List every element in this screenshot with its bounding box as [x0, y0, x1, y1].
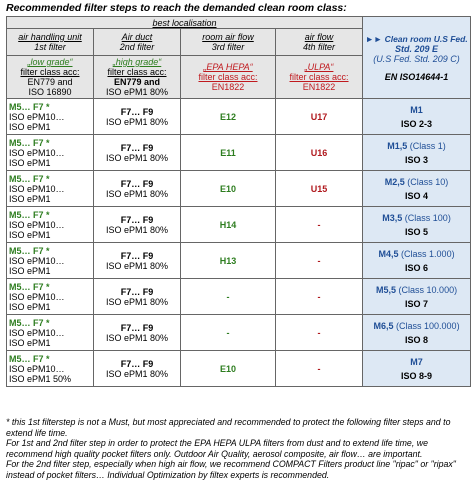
- fed-std-class: M3,5: [382, 212, 403, 223]
- fed-std-class-note: (Class 1): [409, 140, 446, 151]
- first-filter-cell: M5… F7 * ISO ePM10… ISO ePM1: [7, 171, 94, 207]
- iso-class: ISO 3: [405, 154, 429, 165]
- footnote-1: * this 1st filterstep is not a Must, but most appreciated and recommended to protect the following filter steps and to extend life time.: [6, 417, 451, 438]
- fourth-filter-cell: U16: [276, 135, 363, 171]
- class-header-4: „ULPA“ filter class acc: EN1822: [276, 56, 363, 99]
- column-header-1: air handling unit 1st filter: [7, 29, 94, 56]
- table-row: [7, 135, 471, 171]
- fed-std-class-note: (Class 100): [404, 212, 451, 223]
- column-header-4: air flow 4th filter: [276, 29, 363, 56]
- cleanroom-class-cell: [363, 99, 471, 135]
- second-filter-cell: F7… F9 ISO ePM1 80%: [94, 99, 181, 135]
- filter-table: [6, 16, 471, 387]
- fourth-filter-cell: -: [276, 279, 363, 315]
- fed-std-class-note: (Class 1.000): [401, 248, 455, 259]
- second-filter-cell: F7… F9 ISO ePM1 80%: [94, 315, 181, 351]
- third-filter-cell: H14: [181, 207, 276, 243]
- third-filter-cell: E11: [181, 135, 276, 171]
- class-header-1: „low grade“ filter class acc: EN779 and ISO 16890: [7, 56, 94, 99]
- column-header-2: Air duct 2nd filter: [94, 29, 181, 56]
- table-row: [7, 351, 471, 387]
- cleanroom-header-line1: ►► Clean room U.S Fed.: [365, 33, 468, 44]
- third-filter-cell: -: [181, 279, 276, 315]
- fed-std-class: M4,5: [378, 248, 399, 259]
- fed-std-class: M1,5: [387, 140, 408, 151]
- fed-std-class-note: (Class 10.000): [398, 284, 458, 295]
- second-filter-cell: F7… F9 ISO ePM1 80%: [94, 207, 181, 243]
- third-filter-cell: E12: [181, 99, 276, 135]
- fourth-filter-cell: -: [276, 315, 363, 351]
- cleanroom-class-cell: [363, 279, 471, 315]
- fourth-filter-cell: U15: [276, 171, 363, 207]
- iso-class: ISO 2-3: [401, 118, 433, 129]
- table-row: [7, 171, 471, 207]
- fed-std-class: M2,5: [384, 176, 405, 187]
- column-header-3: room air flow 3rd filter: [181, 29, 276, 56]
- cleanroom-class-cell: [363, 135, 471, 171]
- class-header-3: „EPA HEPA“ filter class acc: EN1822: [181, 56, 276, 99]
- iso-class: ISO 8: [405, 334, 429, 345]
- iso-class: ISO 4: [405, 190, 429, 201]
- table-row: [7, 315, 471, 351]
- table-row: [7, 207, 471, 243]
- class-header-2: „high grade“ filter class acc: EN779 and ISO ePM1 80%: [94, 56, 181, 99]
- fed-std-class: M5,5: [376, 284, 397, 295]
- first-filter-cell: M5… F7 * ISO ePM10… ISO ePM1: [7, 243, 94, 279]
- third-filter-cell: E10: [181, 351, 276, 387]
- page-title: Recommended filter steps to reach the demanded clean room class:: [6, 2, 347, 14]
- first-filter-cell: M5… F7 * ISO ePM10… ISO ePM1: [7, 315, 94, 351]
- table-row: [7, 243, 471, 279]
- iso-class: ISO 5: [405, 226, 429, 237]
- cleanroom-header-line3: (U.S Fed. Std. 209 C): [373, 53, 460, 64]
- third-filter-cell: E10: [181, 171, 276, 207]
- header-row-localisation: [7, 17, 471, 29]
- fed-std-class-note: (Class 10): [407, 176, 449, 187]
- first-filter-cell: M5… F7 * ISO ePM10… ISO ePM1 50%: [7, 351, 94, 387]
- second-filter-cell: F7… F9 ISO ePM1 80%: [94, 351, 181, 387]
- first-filter-cell: M5… F7 * ISO ePM10… ISO ePM1: [7, 135, 94, 171]
- fourth-filter-cell: -: [276, 243, 363, 279]
- cleanroom-class-cell: [363, 315, 471, 351]
- third-filter-cell: H13: [181, 243, 276, 279]
- fed-std-class: M1: [410, 104, 423, 115]
- cleanroom-class-cell: [363, 171, 471, 207]
- footnotes: [6, 417, 470, 481]
- third-filter-cell: -: [181, 315, 276, 351]
- cleanroom-header-iso: EN ISO14644-1: [384, 71, 449, 82]
- first-filter-cell: M5… F7 * ISO ePM10… ISO ePM1: [7, 99, 94, 135]
- table-row: [7, 99, 471, 135]
- fourth-filter-cell: U17: [276, 99, 363, 135]
- iso-class: ISO 7: [405, 298, 429, 309]
- cleanroom-header-line2: Std. 209 E: [395, 43, 439, 54]
- iso-class: ISO 8-9: [401, 370, 433, 381]
- second-filter-cell: F7… F9 ISO ePM1 80%: [94, 171, 181, 207]
- cleanroom-class-cell: [363, 207, 471, 243]
- fed-std-class: M6,5: [373, 320, 394, 331]
- second-filter-cell: F7… F9 ISO ePM1 80%: [94, 279, 181, 315]
- cleanroom-class-cell: [363, 351, 471, 387]
- cleanroom-header: [363, 17, 471, 99]
- second-filter-cell: F7… F9 ISO ePM1 80%: [94, 243, 181, 279]
- second-filter-cell: F7… F9 ISO ePM1 80%: [94, 135, 181, 171]
- fourth-filter-cell: -: [276, 351, 363, 387]
- fed-std-class: M7: [410, 356, 423, 367]
- footnote-2: For 1st and 2nd filter step in order to protect the EPA HEPA ULPA filters from dust and to extend life time, we recommend high quality pocket filters only. Outdoor Air Quality, aerosol composite, air flow… are important.: [6, 438, 428, 459]
- cleanroom-class-cell: [363, 243, 471, 279]
- fourth-filter-cell: -: [276, 207, 363, 243]
- first-filter-cell: M5… F7 * ISO ePM10… ISO ePM1: [7, 279, 94, 315]
- footnote-3: For the 2nd filter step, especially when high air flow, we recommend COMPACT Filters product line "ripac" or "ripax" instead of pocket filters… Individual Optimization by filtex experts is recommended.: [6, 459, 456, 480]
- first-filter-cell: M5… F7 * ISO ePM10… ISO ePM1: [7, 207, 94, 243]
- best-localisation-label: best localisation: [7, 17, 363, 29]
- table-row: [7, 279, 471, 315]
- fed-std-class-note: (Class 100.000): [396, 320, 460, 331]
- iso-class: ISO 6: [405, 262, 429, 273]
